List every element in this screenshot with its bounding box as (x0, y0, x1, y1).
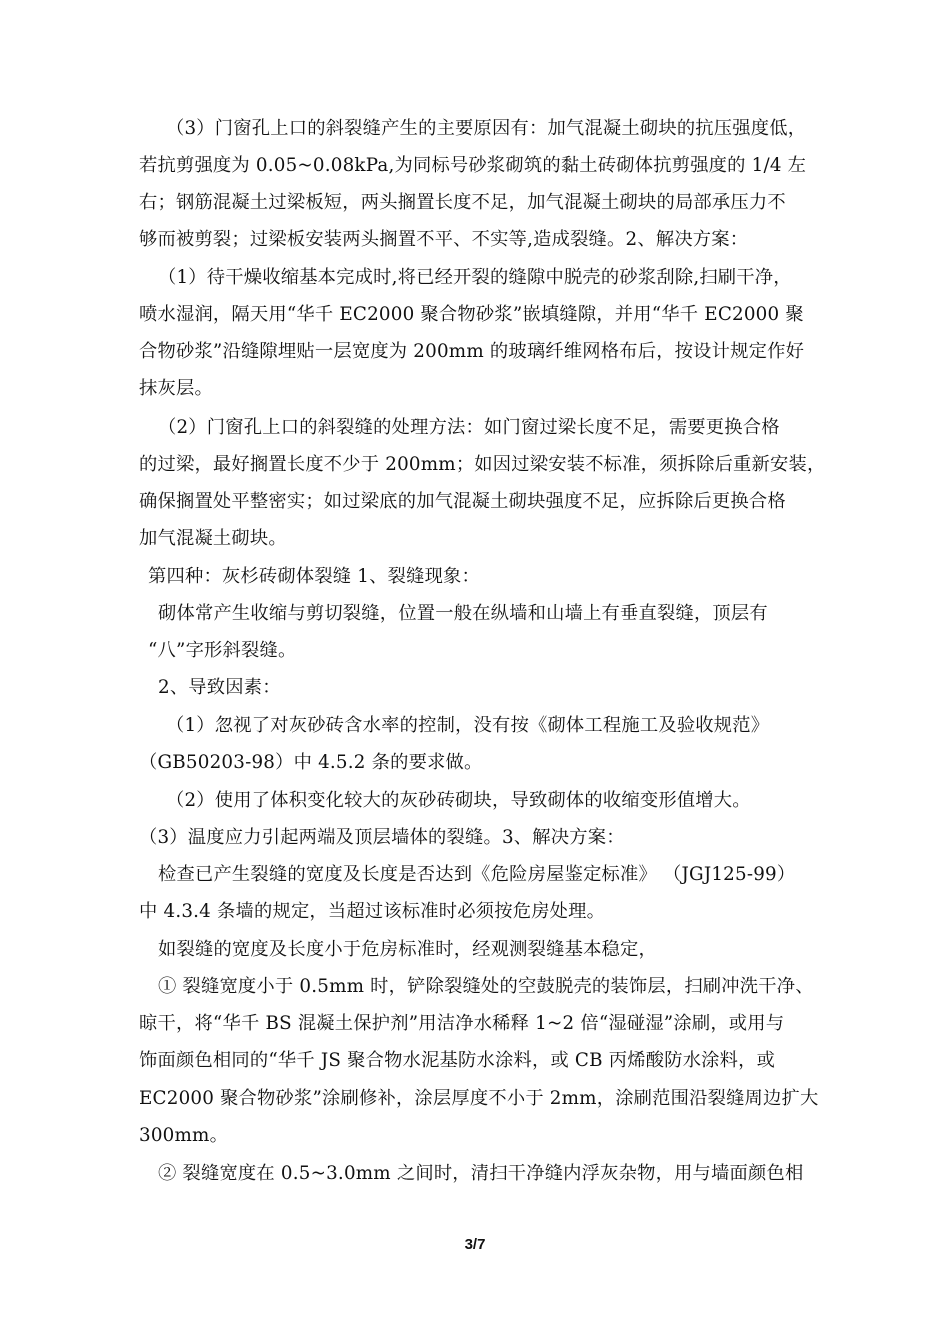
text-line: 300mm。 (139, 1125, 229, 1146)
text-line: 砌体常产生收缩与剪切裂缝，位置一般在纵墙和山墙上有垂直裂缝，顶层有 (158, 603, 768, 624)
text-line: 够而被剪裂；过梁板安装两头搁置不平、不实等,造成裂缝。2、解决方案： (139, 229, 749, 250)
text-line: “八”字形斜裂缝。 (148, 640, 297, 661)
text-line: 确保搁置处平整密实；如过梁底的加气混凝土砌块强度不足，应拆除后更换合格 (139, 491, 786, 512)
text-line: 第四种：灰杉砖砌体裂缝 1、裂缝现象： (148, 566, 481, 587)
text-line: （2）门窗孔上口的斜裂缝的处理方法：如门窗过梁长度不足，需要更换合格 (158, 417, 780, 438)
text-line: （3）门窗孔上口的斜裂缝产生的主要原因有：加气混凝土砌块的抗压强度低， (166, 118, 807, 139)
text-line: EC2000 聚合物砂浆”涂刷修补，涂层厚度不小于 2mm，涂刷范围沿裂缝周边扩大 (139, 1088, 819, 1109)
text-line: 饰面颜色相同的“华千 JS 聚合物水泥基防水涂料，或 CB 丙烯酸防水涂料，或 (139, 1050, 776, 1071)
text-line: （GB50203-98）中 4.5.2 条的要求做。 (139, 752, 483, 773)
text-line: （1）忽视了对灰砂砖含水率的控制，没有按《砌体工程施工及验收规范》 (166, 715, 770, 736)
text-line: 晾干，将“华千 BS 混凝土保护剂”用洁净水稀释 1~2 倍“湿碰湿”涂刷，或用与 (139, 1013, 785, 1034)
text-line: （3）温度应力引起两端及顶层墙体的裂缝。3、解决方案： (139, 827, 625, 848)
text-line: （1）待干燥收缩基本完成时,将已经开裂的缝隙中脱壳的砂浆刮除,扫刷干净， (158, 267, 792, 288)
text-line: 如裂缝的宽度及长度小于危房标准时，经观测裂缝基本稳定， (158, 939, 657, 960)
text-line: 喷水湿润，隔天用“华千 EC2000 聚合物砂浆”嵌填缝隙，并用“华千 EC2000 聚 (139, 304, 804, 325)
text-line: 若抗剪强度为 0.05~0.08kPa,为同标号砂浆砌筑的黏土砖砌体抗剪强度的 1/4 左 (139, 155, 807, 176)
text-line: 右；钢筋混凝土过梁板短，两头搁置长度不足，加气混凝土砌块的局部承压力不 (139, 192, 786, 213)
text-line: ① 裂缝宽度小于 0.5mm 时，铲除裂缝处的空鼓脱壳的装饰层，扫刷冲洗干净、 (158, 976, 814, 997)
text-line: （2）使用了体积变化较大的灰砂砖砌块，导致砌体的收缩变形值增大。 (166, 790, 751, 811)
page-number: 3/7 (464, 1236, 486, 1253)
text-line: 抹灰层。 (139, 378, 213, 399)
text-line: 加气混凝土砌块。 (139, 528, 287, 549)
text-line: 2、导致因素： (158, 677, 281, 698)
text-line: 的过梁，最好搁置长度不少于 200mm；如因过梁安装不标准，须拆除后重新安装， (139, 454, 826, 475)
text-line: ② 裂缝宽度在 0.5~3.0mm 之间时，清扫干净缝内浮灰杂物，用与墙面颜色相 (158, 1163, 804, 1184)
text-line: 中 4.3.4 条墙的规定，当超过该标准时必须按危房处理。 (139, 901, 606, 922)
text-line: 检查已产生裂缝的宽度及长度是否达到《危险房屋鉴定标准》 （JGJ125-99） (158, 864, 796, 885)
text-line: 合物砂浆”沿缝隙埋贴一层宽度为 200mm 的玻璃纤维网格布后，按设计规定作好 (139, 341, 805, 362)
